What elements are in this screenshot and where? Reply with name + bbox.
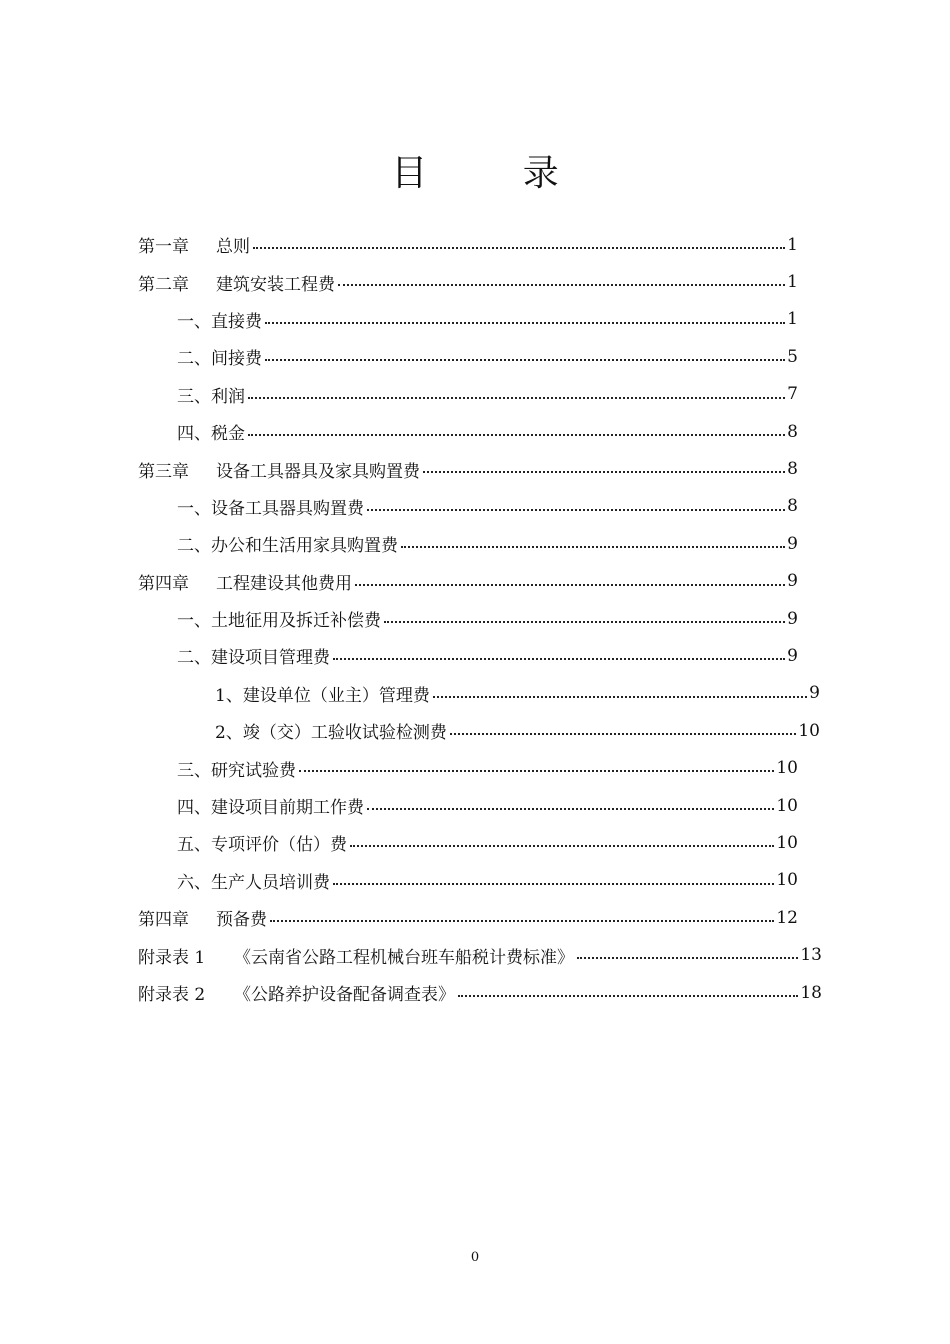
- toc-entry[interactable]: [0, 862, 950, 899]
- toc-entry-text: 建筑安装工程费: [216, 274, 335, 295]
- page-title: 目 录: [391, 153, 601, 194]
- toc-entry-page: 10: [776, 758, 798, 779]
- toc-entry-prefix: 第四章: [138, 910, 189, 931]
- toc-entry-text: 三、研究试验费: [177, 760, 296, 781]
- toc-entry-text: 2、竣（交）工验收试验检测费: [215, 723, 447, 744]
- toc-entry[interactable]: [0, 600, 950, 637]
- dot-leader: [245, 413, 787, 450]
- toc-entry-page: 9: [787, 608, 798, 629]
- toc-entry-label: [138, 569, 352, 594]
- toc-entry-text: 工程建设其他费用: [216, 573, 352, 594]
- toc-entry[interactable]: [0, 338, 950, 375]
- toc-entry-text: 1、建设单位（业主）管理费: [215, 685, 430, 706]
- toc-entry-label: [177, 830, 347, 855]
- toc-entry-prefix: 第三章: [138, 461, 189, 482]
- toc-entry[interactable]: [0, 899, 950, 936]
- toc-entry-text: 三、利润: [177, 386, 245, 407]
- toc-entry-text: 二、办公和生活用家具购置费: [177, 536, 398, 557]
- dot-leader: [455, 974, 800, 1011]
- toc-entry-label: [138, 905, 267, 930]
- toc-entry-page: 8: [787, 496, 798, 517]
- toc-entry[interactable]: [0, 226, 950, 263]
- toc-entry-text: 一、直接费: [177, 311, 262, 332]
- toc-entry[interactable]: [0, 637, 950, 674]
- dot-leader: [574, 936, 800, 973]
- toc-entry-text: 预备费: [216, 910, 267, 931]
- dot-leader: [364, 787, 776, 824]
- toc-entry-label: [177, 344, 262, 369]
- dot-leader: [330, 862, 776, 899]
- toc-entry-page: 10: [776, 832, 798, 853]
- toc-entry[interactable]: [0, 712, 950, 749]
- toc-entry-text: 四、建设项目前期工作费: [177, 798, 364, 819]
- toc-entry-label: [177, 868, 330, 893]
- toc-entry-prefix: 附录表 2: [138, 985, 206, 1005]
- dot-leader: [267, 899, 776, 936]
- toc-entry-text: 二、建设项目管理费: [177, 648, 330, 669]
- toc-entry-label: [215, 681, 430, 706]
- toc-entry-text: 一、设备工具器具购置费: [177, 498, 364, 519]
- toc-entry-label: [177, 307, 262, 332]
- toc-entry-text: 设备工具器具及家具购置费: [216, 461, 420, 482]
- toc-entry-page: 9: [787, 645, 798, 666]
- toc-entry-page: 1: [787, 234, 798, 255]
- dot-leader: [447, 712, 799, 749]
- dot-leader: [352, 563, 787, 600]
- toc-entry-page: 12: [776, 907, 798, 928]
- toc-entry-label: [177, 756, 296, 781]
- toc-entry[interactable]: [0, 376, 950, 413]
- toc-entry-page: 10: [776, 795, 798, 816]
- dot-leader: [245, 376, 787, 413]
- page-number: 0: [470, 1250, 480, 1265]
- toc-entry-label: [138, 457, 420, 482]
- toc-entry-page: 13: [800, 945, 822, 966]
- toc-entry-label: [138, 980, 455, 1005]
- toc-entry[interactable]: [0, 824, 950, 861]
- toc-entry-label: [138, 232, 250, 257]
- toc-entry-label: [177, 793, 364, 818]
- toc-entry[interactable]: [0, 749, 950, 786]
- toc-entry-label: [177, 494, 364, 519]
- toc-entry-text: 总则: [216, 237, 250, 258]
- toc-entry-page: 1: [787, 309, 798, 330]
- toc-entry-page: 10: [798, 720, 820, 741]
- dot-leader: [296, 749, 776, 786]
- toc-entry-label: [177, 606, 381, 631]
- toc-entry-text: 五、专项评价（估）费: [177, 835, 347, 856]
- toc-entry[interactable]: [0, 563, 950, 600]
- toc-entry-prefix: 第一章: [138, 237, 189, 258]
- toc-entry-text: 一、土地征用及拆迁补偿费: [177, 611, 381, 632]
- toc-entry-page: 8: [787, 459, 798, 480]
- dot-leader: [262, 301, 787, 338]
- toc-entry-page: 9: [787, 533, 798, 554]
- dot-leader: [335, 263, 787, 300]
- toc-entry-label: [177, 382, 245, 407]
- toc-entry-page: 1: [787, 272, 798, 293]
- toc-entry[interactable]: [0, 525, 950, 562]
- dot-leader: [364, 488, 787, 525]
- toc-entry-label: [177, 419, 245, 444]
- toc-entry-text: 《云南省公路工程机械台班车船税计费标准》: [234, 947, 574, 968]
- toc-entry-prefix: 附录表 1: [138, 947, 206, 968]
- toc-entry-label: [138, 943, 574, 968]
- toc-entry-label: [177, 643, 330, 668]
- toc-entry-page: 10: [776, 870, 798, 891]
- table-of-contents: [0, 226, 950, 1011]
- dot-leader: [398, 525, 787, 562]
- toc-entry-prefix: 第四章: [138, 573, 189, 594]
- toc-entry-page: 8: [787, 421, 798, 442]
- toc-entry-page: 18: [800, 982, 822, 1003]
- toc-entry-label: [215, 718, 447, 743]
- dot-leader: [262, 338, 787, 375]
- toc-entry-text: 《公路养护设备配备调查表》: [234, 985, 455, 1005]
- toc-entry[interactable]: [0, 413, 950, 450]
- toc-entry[interactable]: [0, 974, 950, 1011]
- toc-entry-label: [177, 531, 398, 556]
- toc-entry-page: 9: [787, 571, 798, 592]
- toc-entry[interactable]: [0, 488, 950, 525]
- toc-entry-page: 7: [787, 384, 798, 405]
- dot-leader: [430, 675, 809, 712]
- toc-entry-text: 四、税金: [177, 424, 245, 445]
- dot-leader: [381, 600, 787, 637]
- toc-entry-page: 5: [787, 346, 798, 367]
- dot-leader: [330, 637, 787, 674]
- toc-entry-text: 二、间接费: [177, 349, 262, 370]
- toc-entry[interactable]: [0, 301, 950, 338]
- toc-entry-label: [138, 270, 335, 295]
- dot-leader: [347, 824, 776, 861]
- toc-entry-page: 9: [809, 683, 820, 704]
- dot-leader: [420, 450, 787, 487]
- toc-entry[interactable]: [0, 787, 950, 824]
- toc-entry[interactable]: [0, 263, 950, 300]
- toc-entry[interactable]: [0, 936, 950, 973]
- toc-entry-text: 六、生产人员培训费: [177, 872, 330, 893]
- dot-leader: [250, 226, 787, 263]
- toc-entry[interactable]: [0, 450, 950, 487]
- toc-entry[interactable]: [0, 675, 950, 712]
- toc-entry-prefix: 第二章: [138, 274, 189, 295]
